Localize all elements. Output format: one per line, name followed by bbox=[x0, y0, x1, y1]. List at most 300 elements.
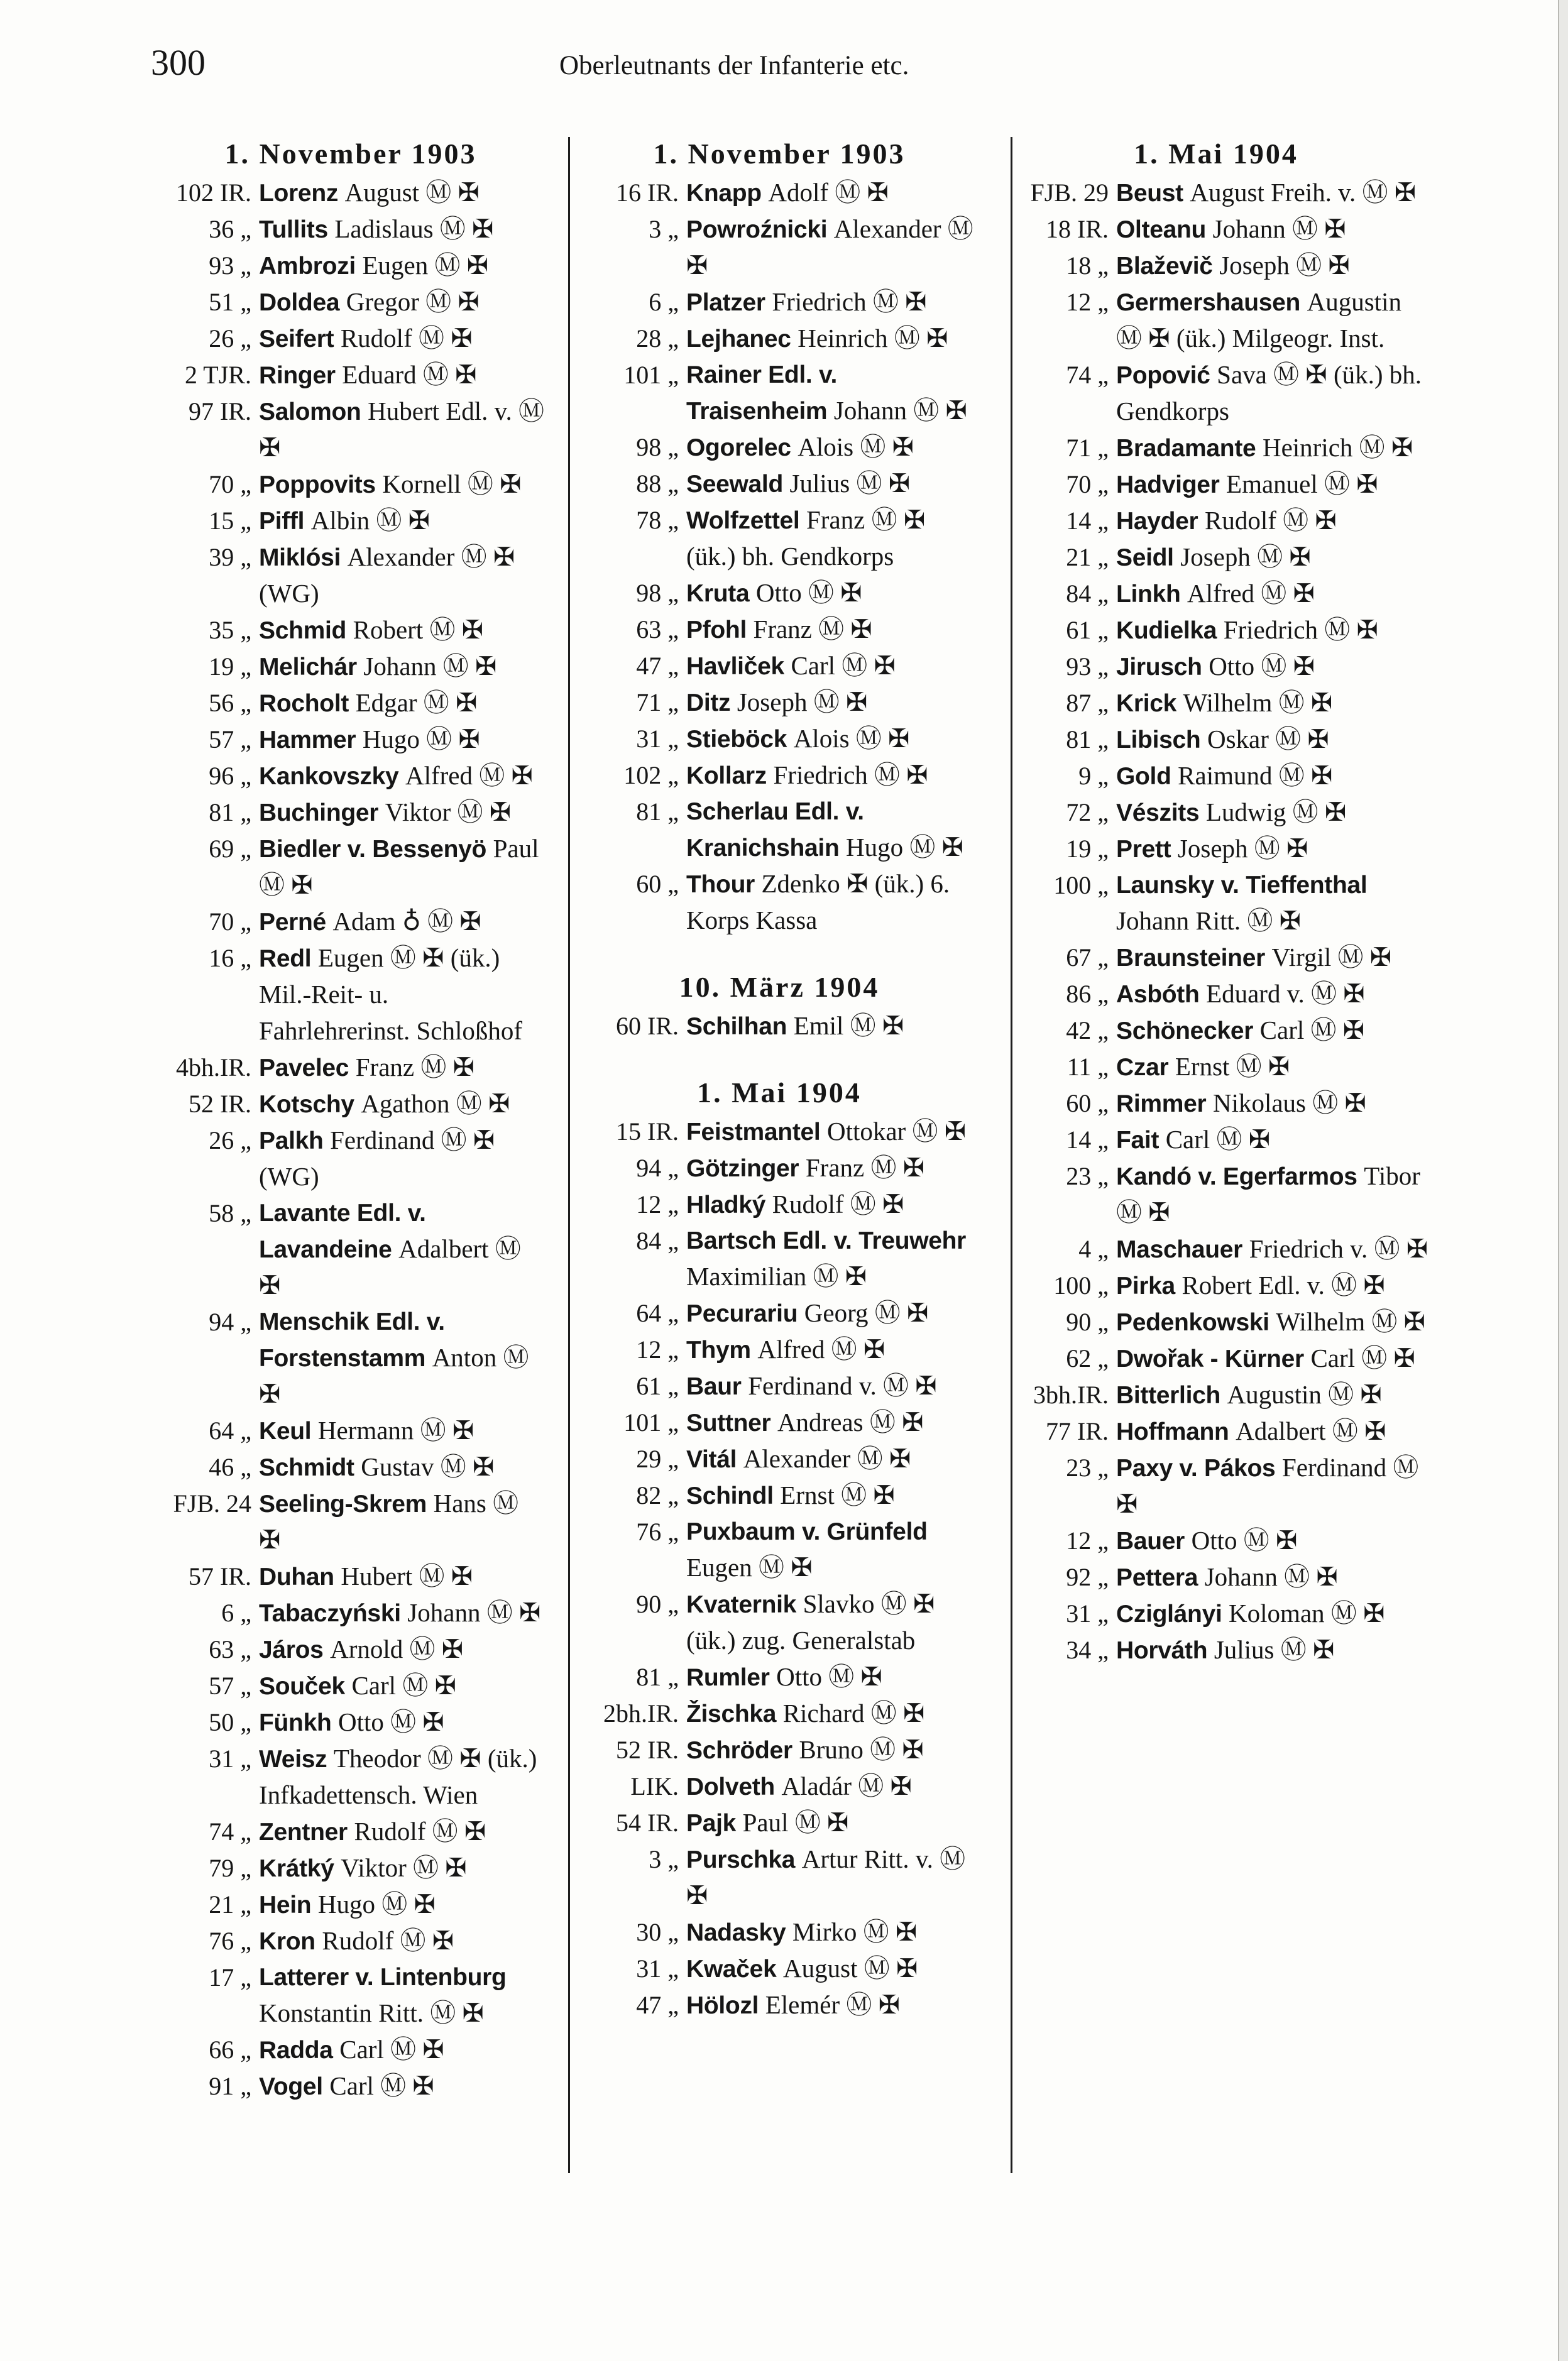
regiment-number: 86 „ bbox=[1066, 980, 1109, 1008]
officer-name bbox=[686, 1586, 980, 1659]
regiment-number: 21 „ bbox=[1066, 543, 1109, 571]
officer-given-names-and-decorations: Nikolaus Ⓜ ✠ bbox=[1212, 1088, 1366, 1117]
officer-surname: Weisz bbox=[259, 1746, 327, 1773]
officer-name bbox=[1116, 939, 1433, 976]
officer-entry bbox=[156, 1304, 546, 1413]
officer-given-names-and-decorations: Joseph Ⓜ ✠ bbox=[1219, 251, 1350, 280]
regiment-number: 56 „ bbox=[209, 689, 251, 717]
officer-name bbox=[686, 1768, 980, 1805]
officer-entry bbox=[999, 1377, 1433, 1413]
regiment-number: 102 IR. bbox=[176, 178, 251, 207]
officer-surname: Pajk bbox=[686, 1810, 737, 1837]
officer-surname: Kudielka bbox=[1116, 617, 1217, 644]
officer-name bbox=[686, 1405, 980, 1441]
officer-surname: Pfohl bbox=[686, 616, 747, 644]
regiment-number: 3bh.IR. bbox=[1033, 1381, 1109, 1409]
officer-name bbox=[686, 1295, 980, 1332]
officer-surname: Duhan bbox=[259, 1564, 334, 1591]
officer-name bbox=[686, 575, 980, 611]
officer-entry bbox=[999, 1122, 1433, 1158]
officer-name bbox=[259, 284, 546, 320]
officer-given-names-and-decorations: Ottokar Ⓜ ✠ bbox=[826, 1117, 967, 1146]
officer-entry bbox=[999, 721, 1433, 758]
officer-given-names-and-decorations: Edgar Ⓜ ✠ bbox=[355, 688, 478, 717]
officer-surname: Wolfzettel bbox=[686, 507, 800, 534]
officer-surname: Gold bbox=[1116, 763, 1171, 790]
regiment-number: 84 „ bbox=[1066, 579, 1109, 608]
officer-surname: Pirka bbox=[1116, 1273, 1175, 1300]
officer-surname: Radda bbox=[259, 2037, 333, 2064]
regiment-number: 47 „ bbox=[636, 1991, 679, 2019]
officer-given-names-and-decorations: Friedrich Ⓜ ✠ bbox=[1223, 615, 1378, 644]
officer-given-names-and-decorations: Johann Ⓜ ✠ bbox=[363, 652, 497, 681]
officer-surname: Jirusch bbox=[1116, 654, 1202, 681]
officer-name bbox=[686, 1695, 980, 1732]
officer-entry bbox=[156, 758, 546, 794]
regiment-number: 71 „ bbox=[1066, 434, 1109, 462]
officer-name bbox=[259, 940, 546, 1049]
regiment-number: 14 „ bbox=[1066, 507, 1109, 535]
officer-given-names-and-decorations: Gustav Ⓜ ✠ bbox=[361, 1452, 495, 1481]
officer-surname: Götzinger bbox=[686, 1155, 799, 1182]
officer-name bbox=[686, 320, 980, 357]
officer-entry bbox=[156, 503, 546, 539]
officer-entry bbox=[156, 284, 546, 320]
regiment-number: 26 „ bbox=[209, 324, 251, 353]
officer-name bbox=[1116, 430, 1433, 466]
officer-name bbox=[686, 684, 980, 721]
officer-surname: Beust bbox=[1116, 180, 1183, 207]
officer-given-names-and-decorations: Ernst Ⓜ ✠ bbox=[1175, 1052, 1290, 1081]
officer-surname: Rimmer bbox=[1116, 1090, 1207, 1117]
officer-surname: Biedler v. Bessenyö bbox=[259, 836, 487, 863]
officer-entry bbox=[578, 866, 980, 939]
officer-name bbox=[686, 1805, 980, 1841]
officer-surname: Kwaček bbox=[686, 1956, 777, 1983]
officer-entry bbox=[578, 1441, 980, 1477]
officer-given-names-and-decorations: Anton Ⓜ ✠ bbox=[259, 1343, 529, 1408]
officer-surname: Hein bbox=[259, 1892, 312, 1919]
officer-name bbox=[686, 1841, 980, 1914]
regiment-number: 102 „ bbox=[623, 761, 679, 789]
officer-entry bbox=[999, 211, 1433, 248]
officer-given-names-and-decorations: Hugo Ⓜ ✠ bbox=[317, 1890, 436, 1919]
officer-surname: Hammer bbox=[259, 726, 356, 753]
officer-surname: Popović bbox=[1116, 362, 1210, 389]
regiment-number: 60 IR. bbox=[616, 1012, 679, 1040]
officer-surname: Czar bbox=[1116, 1054, 1169, 1081]
regiment-number: 81 „ bbox=[636, 1663, 679, 1691]
officer-name bbox=[686, 1186, 980, 1223]
officer-surname: Purschka bbox=[686, 1846, 796, 1873]
officer-name bbox=[259, 612, 546, 649]
officer-entry bbox=[999, 1559, 1433, 1596]
officer-given-names-and-decorations: Adolf Ⓜ ✠ bbox=[768, 178, 889, 207]
officer-name bbox=[1116, 1559, 1433, 1596]
officer-given-names-and-decorations: Viktor Ⓜ ✠ bbox=[385, 797, 512, 826]
regiment-number: LIK. bbox=[630, 1772, 679, 1800]
regiment-number: 23 „ bbox=[1066, 1454, 1109, 1482]
officer-entry bbox=[578, 648, 980, 684]
officer-entry bbox=[578, 1008, 980, 1044]
officer-entry bbox=[156, 1741, 546, 1814]
officer-given-names-and-decorations: Carl Ⓜ ✠ bbox=[1310, 1344, 1415, 1372]
officer-given-names-and-decorations: Georg Ⓜ ✠ bbox=[804, 1298, 929, 1327]
regiment-number: 84 „ bbox=[636, 1227, 679, 1255]
officer-surname: Menschik Edl. v. Forstenstamm bbox=[259, 1308, 445, 1372]
regiment-number: 12 „ bbox=[1066, 288, 1109, 316]
officer-name bbox=[1116, 576, 1433, 612]
officer-given-names-and-decorations: Julius Ⓜ ✠ bbox=[789, 469, 911, 498]
regiment-number: 81 „ bbox=[636, 797, 679, 826]
officer-surname: Miklósi bbox=[259, 544, 341, 571]
officer-given-names-and-decorations: Ludwig Ⓜ ✠ bbox=[1205, 797, 1347, 826]
officer-given-names-and-decorations: Carl Ⓜ ✠ bbox=[351, 1671, 456, 1700]
officer-given-names-and-decorations: Alexander Ⓜ ✠ (WG) bbox=[259, 542, 515, 608]
officer-surname: Rainer Edl. v. Traisenheim bbox=[686, 361, 837, 425]
officer-given-names-and-decorations: Friedrich Ⓜ ✠ bbox=[773, 760, 928, 789]
regiment-number: 66 „ bbox=[209, 2035, 251, 2064]
officer-entry bbox=[156, 1631, 546, 1668]
officer-surname: Scherlau Edl. v. Kranichshain bbox=[686, 798, 864, 862]
officer-given-names-and-decorations: Augustin Ⓜ ✠ (ük.) Milgeogr. Inst. bbox=[1116, 287, 1401, 353]
officer-entry bbox=[999, 1304, 1433, 1340]
officer-surname: Kruta bbox=[686, 580, 750, 607]
officer-name bbox=[1116, 1632, 1433, 1668]
officer-name bbox=[686, 757, 980, 794]
regiment-number: 77 IR. bbox=[1046, 1417, 1109, 1445]
officer-given-names-and-decorations: Robert Edl. v. Ⓜ ✠ bbox=[1181, 1271, 1385, 1300]
regiment-number: 15 IR. bbox=[616, 1117, 679, 1146]
officer-name bbox=[686, 211, 980, 284]
regiment-number: 9 „ bbox=[1078, 762, 1109, 790]
officer-surname: Pedenkowski bbox=[1116, 1309, 1269, 1336]
regiment-number: 94 „ bbox=[636, 1154, 679, 1182]
officer-entry bbox=[156, 393, 546, 466]
officer-surname: Krick bbox=[1116, 690, 1177, 717]
officer-given-names-and-decorations: Elemér Ⓜ ✠ bbox=[765, 1990, 900, 2019]
officer-name bbox=[259, 904, 546, 940]
officer-given-names-and-decorations: Otto Ⓜ ✠ bbox=[1209, 652, 1315, 681]
officer-name bbox=[1116, 976, 1433, 1012]
officer-given-names-and-decorations: Maximilian Ⓜ ✠ bbox=[686, 1262, 867, 1291]
officer-given-names-and-decorations: Alfred Ⓜ ✠ bbox=[757, 1335, 885, 1364]
officer-given-names-and-decorations: Zdenko ✠ (ük.) 6. Korps Kassa bbox=[686, 869, 950, 934]
officer-given-names-and-decorations: Sava Ⓜ ✠ (ük.) bh. Gendkorps bbox=[1116, 360, 1422, 425]
officer-entry bbox=[156, 1049, 546, 1086]
officer-surname: Latterer v. Lintenburg bbox=[259, 1964, 507, 1991]
officer-surname: Launsky v. Tieffenthal bbox=[1116, 872, 1368, 899]
officer-given-names-and-decorations: Otto Ⓜ ✠ bbox=[755, 578, 862, 607]
officer-surname: Hölozl bbox=[686, 1992, 759, 2019]
officer-entry bbox=[578, 575, 980, 611]
officer-surname: Schröder bbox=[686, 1737, 792, 1764]
officer-surname: Ringer bbox=[259, 362, 336, 389]
officer-entry bbox=[578, 1368, 980, 1405]
officer-surname: Pavelec bbox=[259, 1055, 349, 1082]
officer-name bbox=[686, 284, 980, 320]
officer-surname: Dwořak - Kürner bbox=[1116, 1345, 1304, 1372]
officer-given-names-and-decorations: Alfred Ⓜ ✠ bbox=[1187, 579, 1315, 608]
officer-name bbox=[259, 1486, 546, 1558]
officer-name bbox=[686, 466, 980, 502]
officer-name bbox=[1116, 1450, 1433, 1523]
officer-entry bbox=[999, 576, 1433, 612]
officer-entry bbox=[156, 539, 546, 612]
officer-entry bbox=[999, 1012, 1433, 1049]
officer-given-names-and-decorations: Eugen Ⓜ ✠ bbox=[362, 251, 489, 280]
officer-given-names-and-decorations: Otto Ⓜ ✠ bbox=[338, 1707, 444, 1736]
officer-surname: Libisch bbox=[1116, 726, 1201, 753]
officer-given-names-and-decorations: Rudolf Ⓜ ✠ bbox=[1204, 506, 1337, 535]
officer-entry bbox=[999, 1158, 1433, 1231]
regiment-number: 81 „ bbox=[209, 798, 251, 826]
regiment-number: 34 „ bbox=[1066, 1636, 1109, 1664]
officer-name bbox=[686, 1987, 980, 2024]
officer-given-names-and-decorations: Heinrich Ⓜ ✠ bbox=[798, 324, 948, 353]
officer-name bbox=[259, 1122, 546, 1195]
officer-given-names-and-decorations: Carl Ⓜ ✠ bbox=[791, 651, 896, 680]
officer-entry bbox=[156, 1595, 546, 1631]
officer-name bbox=[686, 1368, 980, 1405]
regiment-number: 52 IR. bbox=[616, 1736, 679, 1764]
regiment-number: 81 „ bbox=[1066, 725, 1109, 753]
officer-given-names-and-decorations: Hubert Edl. v. Ⓜ ✠ bbox=[259, 397, 545, 462]
officer-surname: Seewald bbox=[686, 471, 783, 498]
officer-entry bbox=[999, 758, 1433, 794]
officer-surname: Palkh bbox=[259, 1127, 324, 1154]
regiment-number: 64 „ bbox=[636, 1299, 679, 1327]
officer-surname: Baur bbox=[686, 1373, 742, 1400]
regiment-number: 4 „ bbox=[1078, 1235, 1109, 1263]
officer-surname: Schönecker bbox=[1116, 1017, 1254, 1044]
officer-name bbox=[686, 1477, 980, 1514]
officer-surname: Kvaternik bbox=[686, 1591, 797, 1618]
officer-entry bbox=[578, 466, 980, 502]
column-1 bbox=[156, 133, 546, 2105]
officer-surname: Havliček bbox=[686, 653, 784, 680]
officer-name bbox=[259, 1195, 546, 1304]
officer-given-names-and-decorations: Raimund Ⓜ ✠ bbox=[1178, 761, 1333, 790]
officer-surname: Kron bbox=[259, 1928, 315, 1955]
officer-name bbox=[259, 1304, 546, 1413]
officer-given-names-and-decorations: Alfred Ⓜ ✠ bbox=[405, 761, 533, 790]
officer-name bbox=[686, 1008, 980, 1044]
officer-surname: Vogel bbox=[259, 2073, 323, 2100]
officer-entry bbox=[156, 940, 546, 1049]
regiment-number: 18 „ bbox=[1066, 251, 1109, 280]
regiment-number: 31 „ bbox=[636, 1954, 679, 1983]
officer-surname: Olteanu bbox=[1116, 216, 1207, 243]
officer-given-names-and-decorations: Wilhelm Ⓜ ✠ bbox=[1276, 1307, 1426, 1336]
officer-entry bbox=[999, 466, 1433, 503]
officer-given-names-and-decorations: Franz Ⓜ ✠ bbox=[355, 1053, 474, 1082]
officer-given-names-and-decorations: Emanuel Ⓜ ✠ bbox=[1226, 469, 1378, 498]
officer-given-names-and-decorations: August Ⓜ ✠ bbox=[344, 178, 480, 207]
officer-surname: Paxy v. Pákos bbox=[1116, 1455, 1276, 1482]
officer-entry bbox=[578, 757, 980, 794]
officer-name bbox=[686, 1332, 980, 1368]
officer-entry bbox=[999, 539, 1433, 576]
officer-surname: Kollarz bbox=[686, 762, 767, 789]
officer-surname: Vitál bbox=[686, 1446, 737, 1473]
officer-name bbox=[1116, 175, 1433, 211]
officer-entry bbox=[156, 685, 546, 721]
officer-entry bbox=[578, 175, 980, 211]
regiment-number: 31 „ bbox=[209, 1745, 251, 1773]
officer-surname: Hadviger bbox=[1116, 471, 1220, 498]
officer-entry bbox=[156, 2068, 546, 2105]
regiment-number: 30 „ bbox=[636, 1918, 679, 1946]
officer-surname: Souček bbox=[259, 1673, 345, 1700]
officer-surname: Maschauer bbox=[1116, 1236, 1243, 1263]
officer-given-names-and-decorations: Virgil Ⓜ ✠ bbox=[1271, 943, 1392, 972]
officer-name bbox=[686, 1441, 980, 1477]
officer-name bbox=[686, 1223, 980, 1295]
officer-surname: Perné bbox=[259, 909, 326, 936]
officer-surname: Tullits bbox=[259, 216, 328, 243]
officer-entry bbox=[999, 612, 1433, 649]
officer-given-names-and-decorations: Bruno Ⓜ ✠ bbox=[799, 1735, 924, 1764]
officer-given-names-and-decorations: Paul Ⓜ ✠ bbox=[742, 1808, 849, 1837]
regiment-number: 26 „ bbox=[209, 1126, 251, 1154]
officer-name bbox=[686, 794, 980, 866]
officer-surname: Bauer bbox=[1116, 1528, 1185, 1555]
officer-name bbox=[259, 721, 546, 758]
officer-name bbox=[1116, 867, 1433, 939]
officer-surname: Kandó v. Egerfarmos bbox=[1116, 1163, 1357, 1190]
officer-name bbox=[686, 1951, 980, 1987]
officer-given-names-and-decorations: Joseph Ⓜ ✠ bbox=[737, 687, 868, 716]
regiment-number: 29 „ bbox=[636, 1445, 679, 1473]
officer-surname: Bartsch Edl. v. Treuwehr bbox=[686, 1227, 967, 1254]
officer-entry bbox=[578, 1405, 980, 1441]
officer-entry bbox=[999, 1523, 1433, 1559]
section-date-heading: 10. März 1904 bbox=[679, 971, 880, 1003]
officer-surname: Doldea bbox=[259, 289, 340, 316]
officer-name bbox=[1116, 721, 1433, 758]
officer-entry bbox=[999, 649, 1433, 685]
officer-given-names-and-decorations: Adalbert Ⓜ ✠ bbox=[259, 1234, 521, 1300]
officer-name bbox=[686, 175, 980, 211]
officer-surname: Horváth bbox=[1116, 1637, 1208, 1664]
officer-surname: Zentner bbox=[259, 1819, 348, 1846]
regiment-number: 74 „ bbox=[1066, 361, 1109, 389]
officer-name bbox=[1116, 1268, 1433, 1304]
officer-name bbox=[259, 248, 546, 284]
officer-surname: Germershausen bbox=[1116, 289, 1301, 316]
officer-name bbox=[1116, 1158, 1433, 1231]
officer-entry bbox=[578, 1514, 980, 1586]
officer-entry bbox=[578, 1186, 980, 1223]
officer-entry bbox=[999, 175, 1433, 211]
officer-entry bbox=[999, 685, 1433, 721]
officer-name bbox=[1116, 1085, 1433, 1122]
officer-name bbox=[259, 758, 546, 794]
officer-surname: Pettera bbox=[1116, 1564, 1198, 1591]
officer-given-names-and-decorations: Eduard Ⓜ ✠ bbox=[342, 360, 477, 389]
officer-surname: Lorenz bbox=[259, 180, 339, 207]
page-number: 300 bbox=[151, 42, 206, 83]
officer-given-names-and-decorations: Joseph Ⓜ ✠ bbox=[1180, 542, 1311, 571]
regiment-number: 70 „ bbox=[1066, 470, 1109, 498]
regiment-number: 76 „ bbox=[209, 1927, 251, 1955]
regiment-number: 94 „ bbox=[209, 1308, 251, 1336]
regiment-number: 90 „ bbox=[636, 1590, 679, 1618]
officer-given-names-and-decorations: Hermann Ⓜ ✠ bbox=[317, 1416, 474, 1445]
officer-given-names-and-decorations: Rudolf Ⓜ ✠ bbox=[772, 1190, 904, 1219]
officer-given-names-and-decorations: Konstantin Ritt. Ⓜ ✠ bbox=[259, 1998, 484, 2027]
officer-given-names-and-decorations: Agathon Ⓜ ✠ bbox=[361, 1089, 510, 1118]
officer-surname: Seeling-Skrem bbox=[259, 1491, 427, 1518]
regiment-number: 28 „ bbox=[636, 324, 679, 353]
officer-name bbox=[1116, 284, 1433, 357]
officer-surname: Cziglányi bbox=[1116, 1601, 1222, 1628]
officer-entry bbox=[999, 503, 1433, 539]
regiment-number: 3 „ bbox=[649, 1845, 679, 1873]
officer-given-names-and-decorations: Franz Ⓜ ✠ (ük.) bh. Gendkorps bbox=[686, 505, 926, 571]
officer-name bbox=[259, 466, 546, 503]
regiment-number: 67 „ bbox=[1066, 943, 1109, 972]
officer-entry bbox=[156, 1814, 546, 1850]
officer-surname: Seifert bbox=[259, 326, 334, 353]
regiment-number: 93 „ bbox=[1066, 652, 1109, 681]
officer-surname: Puxbaum v. Grünfeld bbox=[686, 1518, 928, 1545]
page-header bbox=[151, 38, 1282, 88]
officer-entry bbox=[578, 1987, 980, 2024]
officer-name bbox=[259, 539, 546, 612]
officer-surname: Melichár bbox=[259, 654, 357, 681]
regiment-number: 74 „ bbox=[209, 1817, 251, 1846]
section-date-heading: 1. November 1903 bbox=[653, 138, 906, 170]
officer-given-names-and-decorations: Robert Ⓜ ✠ bbox=[353, 615, 484, 644]
officer-name bbox=[259, 357, 546, 393]
regiment-number: 2bh.IR. bbox=[603, 1699, 679, 1728]
officer-surname: Rumler bbox=[686, 1664, 770, 1691]
officer-given-names-and-decorations: Heinrich Ⓜ ✠ bbox=[1262, 433, 1413, 462]
officer-entry bbox=[999, 248, 1433, 284]
officer-entry bbox=[999, 430, 1433, 466]
officer-given-names-and-decorations: Mirko Ⓜ ✠ bbox=[792, 1917, 918, 1946]
officer-name bbox=[259, 1413, 546, 1449]
column-divider bbox=[568, 137, 570, 2173]
officer-given-names-and-decorations: Rudolf Ⓜ ✠ bbox=[340, 324, 473, 353]
officer-surname: Powroźnicki bbox=[686, 216, 828, 243]
regiment-number: 63 „ bbox=[209, 1635, 251, 1663]
officer-given-names-and-decorations: Paul Ⓜ ✠ bbox=[259, 834, 539, 899]
officer-given-names-and-decorations: Rudolf Ⓜ ✠ bbox=[322, 1926, 454, 1955]
regiment-number: 18 IR. bbox=[1046, 215, 1109, 243]
officer-entry bbox=[156, 466, 546, 503]
regiment-number: 90 „ bbox=[1066, 1308, 1109, 1336]
officer-entry bbox=[999, 1085, 1433, 1122]
regiment-number: FJB. 24 bbox=[173, 1489, 251, 1518]
officer-name bbox=[686, 357, 980, 429]
officer-name bbox=[1116, 1049, 1433, 1085]
officer-entry bbox=[156, 211, 546, 248]
regiment-number: 46 „ bbox=[209, 1453, 251, 1481]
officer-name bbox=[259, 1049, 546, 1086]
officer-given-names-and-decorations: Adam ♁ Ⓜ ✠ bbox=[332, 907, 481, 936]
regiment-number: 70 „ bbox=[209, 470, 251, 498]
column-3 bbox=[999, 133, 1433, 1668]
officer-given-names-and-decorations: Johann Ⓜ ✠ bbox=[833, 396, 967, 425]
officer-given-names-and-decorations: Otto Ⓜ ✠ bbox=[776, 1662, 882, 1691]
officer-given-names-and-decorations: Tibor Ⓜ ✠ bbox=[1116, 1161, 1420, 1227]
officer-surname: Schmid bbox=[259, 617, 347, 644]
regiment-number: FJB. 29 bbox=[1030, 178, 1109, 207]
officer-entry bbox=[156, 1413, 546, 1449]
